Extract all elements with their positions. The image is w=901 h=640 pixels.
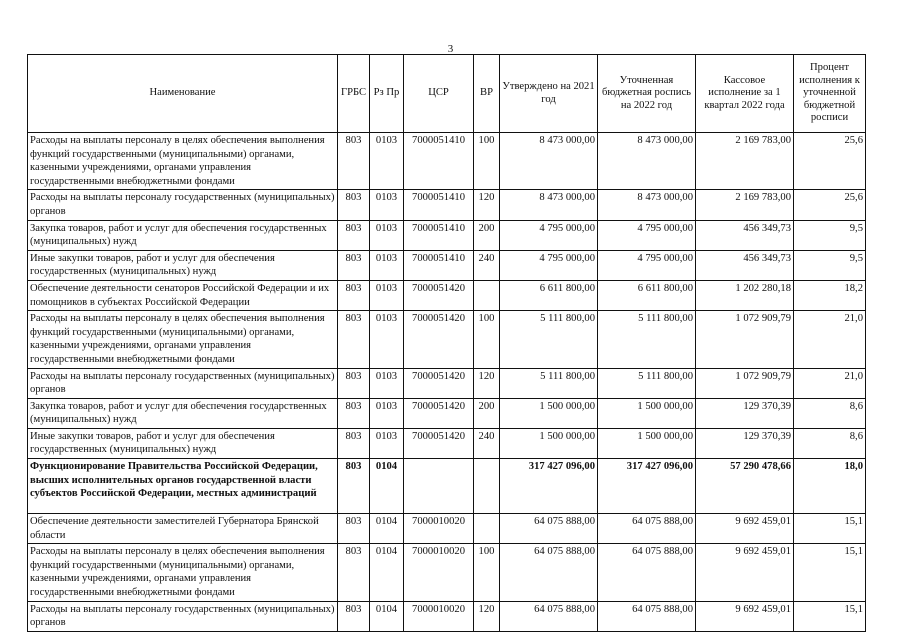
row-rzpr: 0103 — [370, 280, 404, 310]
col-header-percent: Процент исполнения к уточненной бюджетной росписи — [794, 55, 866, 133]
row-percent: 15,1 — [794, 514, 866, 544]
row-percent: 15,1 — [794, 544, 866, 601]
row-grbs: 803 — [338, 459, 370, 514]
table-row — [28, 544, 866, 601]
row-approved: 5 111 800,00 — [500, 368, 598, 398]
row-vr — [474, 280, 500, 310]
row-cash: 9 692 459,01 — [696, 544, 794, 601]
row-rzpr: 0103 — [370, 368, 404, 398]
row-rzpr: 0103 — [370, 428, 404, 458]
row-rzpr: 0104 — [370, 459, 404, 514]
row-percent: 8,6 — [794, 428, 866, 458]
row-name: Закупка товаров, работ и услуг для обеспечения государственных (муниципальных) нужд — [28, 220, 338, 250]
row-approved: 1 500 000,00 — [500, 398, 598, 428]
col-header-refined: Уточненная бюджетная роспись на 2022 год — [598, 55, 696, 133]
row-name: Функционирование Правительства Российской Федерации, высших исполнительных органов государственной власти субъектов Российской Федерации, местных администраций — [28, 459, 338, 514]
row-name: Расходы на выплаты персоналу в целях обеспечения выполнения функций государственными (муниципальными) органами, казенными учреждениями, органами управления государственными внебюджетными фондами — [28, 311, 338, 368]
table-row — [28, 368, 866, 398]
row-vr: 240 — [474, 428, 500, 458]
row-name: Расходы на выплаты персоналу государственных (муниципальных) органов — [28, 368, 338, 398]
row-percent: 18,2 — [794, 280, 866, 310]
table-row — [28, 220, 866, 250]
row-vr: 120 — [474, 601, 500, 631]
row-approved: 64 075 888,00 — [500, 544, 598, 601]
row-csr: 7000051420 — [404, 368, 474, 398]
row-cash: 1 202 280,18 — [696, 280, 794, 310]
row-approved: 64 075 888,00 — [500, 601, 598, 631]
row-percent: 25,6 — [794, 133, 866, 190]
row-refined: 317 427 096,00 — [598, 459, 696, 514]
col-header-approved: Утверждено на 2021 год — [500, 55, 598, 133]
row-vr — [474, 514, 500, 544]
row-cash: 9 692 459,01 — [696, 514, 794, 544]
col-header-csr: ЦСР — [404, 55, 474, 133]
row-percent: 21,0 — [794, 368, 866, 398]
row-refined: 8 473 000,00 — [598, 133, 696, 190]
table-row — [28, 133, 866, 190]
row-vr: 100 — [474, 544, 500, 601]
row-grbs: 803 — [338, 368, 370, 398]
row-refined: 6 611 800,00 — [598, 280, 696, 310]
col-header-vr: ВР — [474, 55, 500, 133]
row-cash: 1 072 909,79 — [696, 311, 794, 368]
budget-table — [27, 54, 866, 632]
row-rzpr: 0103 — [370, 190, 404, 220]
row-percent: 15,1 — [794, 601, 866, 631]
col-header-grbs: ГРБС — [338, 55, 370, 133]
row-grbs: 803 — [338, 133, 370, 190]
row-percent: 9,5 — [794, 250, 866, 280]
row-grbs: 803 — [338, 544, 370, 601]
row-csr: 7000051420 — [404, 398, 474, 428]
row-name: Расходы на выплаты персоналу в целях обеспечения выполнения функций государственными (муниципальными) органами, казенными учреждениями, органами управления государственными внебюджетными фондами — [28, 133, 338, 190]
row-csr: 7000051420 — [404, 311, 474, 368]
table-row — [28, 459, 866, 514]
row-grbs: 803 — [338, 220, 370, 250]
row-csr: 7000010020 — [404, 601, 474, 631]
row-vr — [474, 459, 500, 514]
row-refined: 5 111 800,00 — [598, 311, 696, 368]
row-refined: 4 795 000,00 — [598, 220, 696, 250]
row-approved: 64 075 888,00 — [500, 514, 598, 544]
row-grbs: 803 — [338, 311, 370, 368]
row-percent: 9,5 — [794, 220, 866, 250]
row-rzpr: 0104 — [370, 601, 404, 631]
row-refined: 5 111 800,00 — [598, 368, 696, 398]
row-refined: 1 500 000,00 — [598, 398, 696, 428]
row-name: Обеспечение деятельности заместителей Губернатора Брянской области — [28, 514, 338, 544]
row-rzpr: 0104 — [370, 514, 404, 544]
row-approved: 1 500 000,00 — [500, 428, 598, 458]
row-csr: 7000051410 — [404, 250, 474, 280]
row-grbs: 803 — [338, 601, 370, 631]
row-refined: 1 500 000,00 — [598, 428, 696, 458]
row-rzpr: 0104 — [370, 544, 404, 601]
row-grbs: 803 — [338, 428, 370, 458]
row-rzpr: 0103 — [370, 398, 404, 428]
row-percent: 8,6 — [794, 398, 866, 428]
row-name: Обеспечение деятельности сенаторов Российской Федерации и их помощников в субъектах Российской Федерации — [28, 280, 338, 310]
row-rzpr: 0103 — [370, 220, 404, 250]
row-csr — [404, 459, 474, 514]
row-csr: 7000010020 — [404, 514, 474, 544]
row-name: Расходы на выплаты персоналу государственных (муниципальных) органов — [28, 601, 338, 631]
table-row — [28, 250, 866, 280]
col-header-cash: Кассовое исполнение за 1 квартал 2022 года — [696, 55, 794, 133]
table-row — [28, 190, 866, 220]
row-csr: 7000051410 — [404, 190, 474, 220]
row-refined: 4 795 000,00 — [598, 250, 696, 280]
row-grbs: 803 — [338, 280, 370, 310]
row-cash: 456 349,73 — [696, 250, 794, 280]
row-percent: 25,6 — [794, 190, 866, 220]
row-percent: 18,0 — [794, 459, 866, 514]
row-approved: 4 795 000,00 — [500, 250, 598, 280]
row-rzpr: 0103 — [370, 311, 404, 368]
row-rzpr: 0103 — [370, 250, 404, 280]
row-csr: 7000051420 — [404, 428, 474, 458]
row-name: Расходы на выплаты персоналу в целях обеспечения выполнения функций государственными (муниципальными) органами, казенными учреждениями, органами управления государственными внебюджетными фондами — [28, 544, 338, 601]
row-refined: 64 075 888,00 — [598, 544, 696, 601]
row-approved: 5 111 800,00 — [500, 311, 598, 368]
row-csr: 7000051410 — [404, 133, 474, 190]
row-approved: 6 611 800,00 — [500, 280, 598, 310]
row-vr: 100 — [474, 133, 500, 190]
row-grbs: 803 — [338, 398, 370, 428]
table-row — [28, 398, 866, 428]
row-vr: 200 — [474, 220, 500, 250]
row-cash: 57 290 478,66 — [696, 459, 794, 514]
row-cash: 129 370,39 — [696, 428, 794, 458]
row-percent: 21,0 — [794, 311, 866, 368]
row-csr: 7000051410 — [404, 220, 474, 250]
row-grbs: 803 — [338, 250, 370, 280]
table-row — [28, 601, 866, 631]
row-refined: 8 473 000,00 — [598, 190, 696, 220]
row-cash: 2 169 783,00 — [696, 133, 794, 190]
table-row — [28, 514, 866, 544]
table-row — [28, 311, 866, 368]
row-approved: 8 473 000,00 — [500, 133, 598, 190]
row-vr: 100 — [474, 311, 500, 368]
page-number: 3 — [447, 43, 454, 55]
row-grbs: 803 — [338, 190, 370, 220]
row-vr: 120 — [474, 190, 500, 220]
header-row — [28, 55, 866, 133]
row-vr: 120 — [474, 368, 500, 398]
row-rzpr: 0103 — [370, 133, 404, 190]
row-csr: 7000010020 — [404, 544, 474, 601]
row-name: Иные закупки товаров, работ и услуг для обеспечения государственных (муниципальных) нужд — [28, 428, 338, 458]
row-refined: 64 075 888,00 — [598, 601, 696, 631]
row-name: Закупка товаров, работ и услуг для обеспечения государственных (муниципальных) нужд — [28, 398, 338, 428]
row-grbs: 803 — [338, 514, 370, 544]
row-name: Расходы на выплаты персоналу государственных (муниципальных) органов — [28, 190, 338, 220]
row-vr: 240 — [474, 250, 500, 280]
col-header-name: Наименование — [28, 55, 338, 133]
row-approved: 8 473 000,00 — [500, 190, 598, 220]
row-name: Иные закупки товаров, работ и услуг для обеспечения государственных (муниципальных) нужд — [28, 250, 338, 280]
table-row — [28, 280, 866, 310]
col-header-rzpr: Рз Пр — [370, 55, 404, 133]
row-approved: 317 427 096,00 — [500, 459, 598, 514]
row-cash: 456 349,73 — [696, 220, 794, 250]
row-refined: 64 075 888,00 — [598, 514, 696, 544]
row-vr: 200 — [474, 398, 500, 428]
row-cash: 9 692 459,01 — [696, 601, 794, 631]
table-row — [28, 428, 866, 458]
row-csr: 7000051420 — [404, 280, 474, 310]
row-approved: 4 795 000,00 — [500, 220, 598, 250]
row-cash: 2 169 783,00 — [696, 190, 794, 220]
row-cash: 129 370,39 — [696, 398, 794, 428]
row-cash: 1 072 909,79 — [696, 368, 794, 398]
